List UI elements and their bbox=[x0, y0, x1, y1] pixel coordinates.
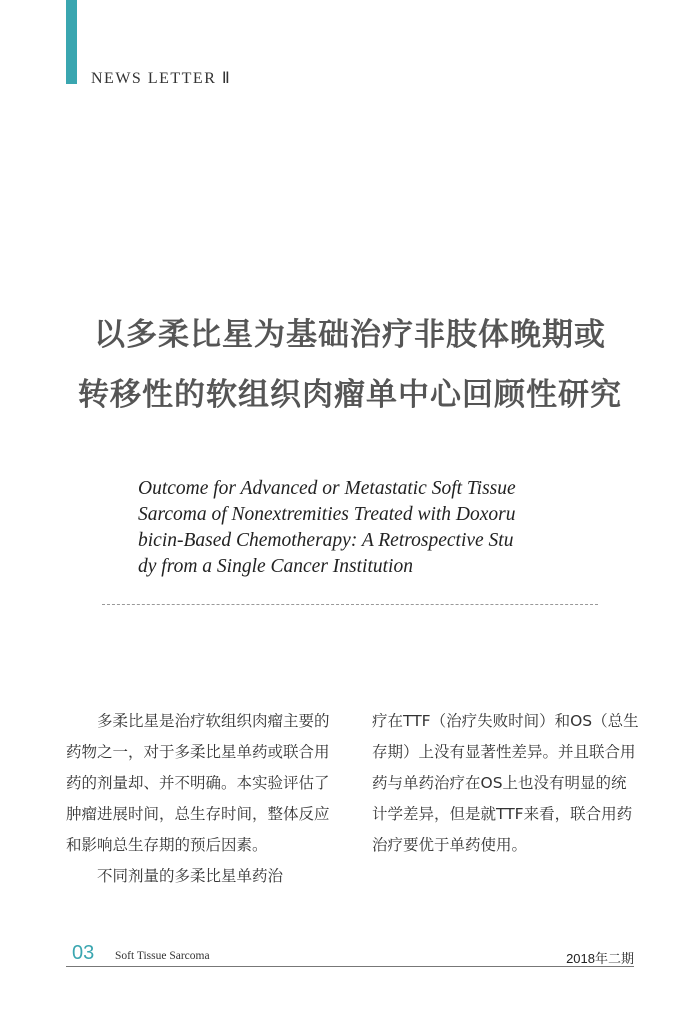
article-title bbox=[0, 305, 700, 425]
footer-rule bbox=[66, 966, 634, 967]
body-column-right bbox=[372, 706, 642, 861]
english-title bbox=[138, 476, 578, 580]
journal-name: Soft Tissue Sarcoma bbox=[115, 950, 210, 962]
body-paragraph-continued: 疗在TTF（治疗失败时间）和OS（总生存期）上没有显著性差异。并且联合用药与单药治疗在OS上也没有明显的统计学差异，但是就TTF来看，联合用药治疗要优于单药使用。 bbox=[372, 712, 639, 854]
english-title-line-4: dy from a Single Cancer Institution bbox=[138, 556, 413, 577]
english-title-line-2: Sarcoma of Nonextremities Treated with Doxoru bbox=[138, 504, 516, 525]
dashed-divider bbox=[102, 604, 598, 605]
english-title-line-3: bicin-Based Chemotherapy: A Retrospective Stu bbox=[138, 530, 514, 551]
body-paragraph-2: 不同剂量的多柔比星单药治 bbox=[97, 867, 284, 885]
english-title-line-1: Outcome for Advanced or Metastatic Soft Tissue bbox=[138, 478, 516, 499]
page-number: 03 bbox=[72, 942, 95, 964]
header-accent-bar bbox=[66, 0, 77, 84]
issue-label: 2018年二期 bbox=[566, 951, 634, 966]
body-column-left bbox=[66, 706, 336, 892]
title-line-1: 以多柔比星为基础治疗非肢体晚期或 bbox=[94, 317, 606, 353]
body-paragraph-1: 多柔比星是治疗软组织肉瘤主要的药物之一，对于多柔比星单药或联合用药的剂量却、并不明确。本实验评估了肿瘤进展时间，总生存时间，整体反应和影响总生存期的预后因素。 bbox=[66, 712, 330, 854]
newsletter-label: NEWS LETTER Ⅱ bbox=[91, 70, 232, 87]
title-line-2: 转移性的软组织肉瘤单中心回顾性研究 bbox=[78, 377, 622, 413]
